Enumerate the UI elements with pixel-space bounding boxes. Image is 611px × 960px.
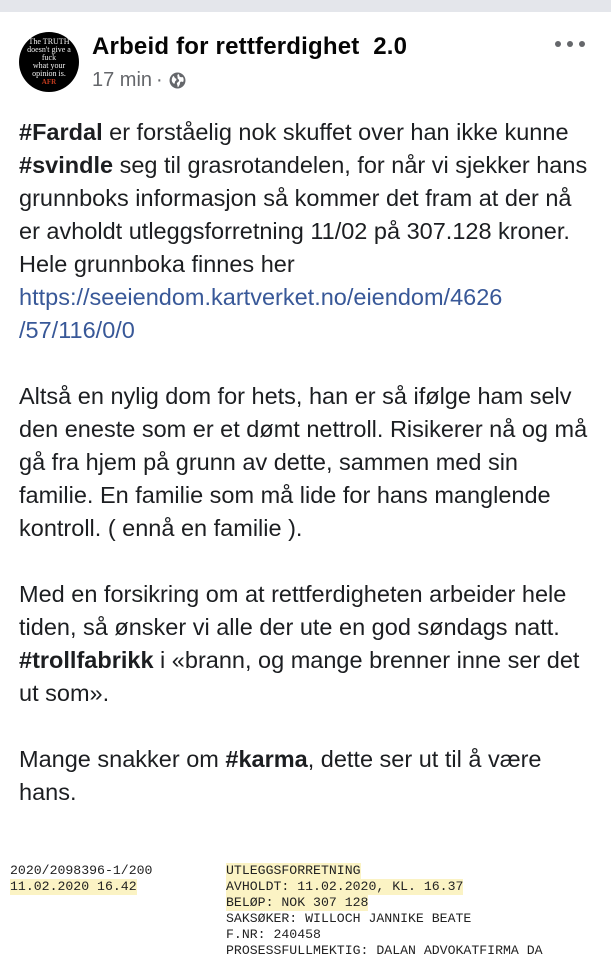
post-text: i «brann, og mange brenner inne ser det ut som». xyxy=(19,647,580,706)
hashtag-svindle[interactable]: #svindle xyxy=(19,152,114,178)
post-text: Mange snakker om xyxy=(19,746,226,772)
doc-avholdt: AVHOLDT: 11.02.2020, KL. 16.37 xyxy=(226,879,464,894)
top-bar xyxy=(0,0,611,12)
paragraph-gap xyxy=(19,710,594,743)
post-text: Med en forsikring om at rettferdigheten arbeider hele tiden, så ønsker vi alle der ute en god søndags natt. xyxy=(19,581,567,640)
post-text: , dette ser ut til å være hans. xyxy=(19,746,542,805)
doc-datetime: 11.02.2020 16.42 xyxy=(10,879,137,894)
hashtag-trollfabrikk[interactable]: #trollfabrikk xyxy=(19,647,154,673)
meta-separator: · xyxy=(156,69,163,91)
post-line-grunnboka: Hele grunnboka finnes her xyxy=(19,251,295,277)
kartverket-link[interactable] xyxy=(19,281,594,347)
paragraph-gap xyxy=(19,347,594,380)
avatar-text-4: what your xyxy=(32,61,66,70)
doc-prosessfullmektig: PROSESSFULLMEKTIG: DALAN ADVOKATFIRMA DA xyxy=(226,943,543,958)
post-meta xyxy=(92,69,186,92)
post-time[interactable]: 17 min xyxy=(92,69,153,91)
page-name-link[interactable]: Arbeid for rettferdighet 2.0 xyxy=(92,33,408,60)
document-image[interactable] xyxy=(0,857,611,960)
post-paragraph-2: Altså en nylig dom for hets, han er så ifølge ham selv den eneste som er et dømt nettroll. Risikerer nå og må gå fra hjem på grunn av dette, sammen med sin familie. En familie som må lide for hans manglende kontroll. ( ennå en familie ). xyxy=(19,383,588,541)
hashtag-fardal[interactable]: #Fardal xyxy=(19,119,103,145)
more-dot xyxy=(579,41,585,47)
link-text-2: /57/116/0/0 xyxy=(19,317,135,343)
doc-saksoker: SAKSØKER: WILLOCH JANNIKE BEATE xyxy=(226,911,472,926)
avatar-text-2: doesn't give a xyxy=(27,45,71,54)
doc-reference: 2020/2098396-1/200 xyxy=(10,863,153,878)
post-body xyxy=(19,116,594,809)
post-paragraph-4 xyxy=(19,743,594,809)
more-dot xyxy=(567,41,573,47)
avatar-text-6: AFR xyxy=(41,78,57,86)
avatar-text-1: The TRUTH xyxy=(28,37,70,46)
hashtag-karma[interactable]: #karma xyxy=(225,746,308,772)
more-options-icon[interactable] xyxy=(555,34,585,54)
doc-title: UTLEGGSFORRETNING xyxy=(226,863,361,878)
doc-belop: BELØP: NOK 307 128 xyxy=(226,895,369,910)
post-text: seg til grasrotandelen, for når vi sjekker hans grunnboks informasjon så kommer det fram at der nå er avholdt utleggsforretning 11/02 på 307.128 kroner. xyxy=(19,152,588,244)
doc-fnr: F.NR: 240458 xyxy=(226,927,321,942)
more-dot xyxy=(555,41,561,47)
avatar-text-5: opinion is. xyxy=(32,69,66,78)
page-avatar[interactable] xyxy=(19,32,79,92)
link-text-1: https://seeiendom.kartverket.no/eiendom/4626 xyxy=(19,284,503,310)
post-text: er forståelig nok skuffet over han ikke kunne xyxy=(102,119,569,145)
post-paragraph-3 xyxy=(19,578,594,710)
globe-icon[interactable] xyxy=(169,72,186,89)
paragraph-gap xyxy=(19,545,594,578)
avatar-text-3: fuck xyxy=(41,53,57,62)
post-paragraph-1 xyxy=(19,116,594,248)
